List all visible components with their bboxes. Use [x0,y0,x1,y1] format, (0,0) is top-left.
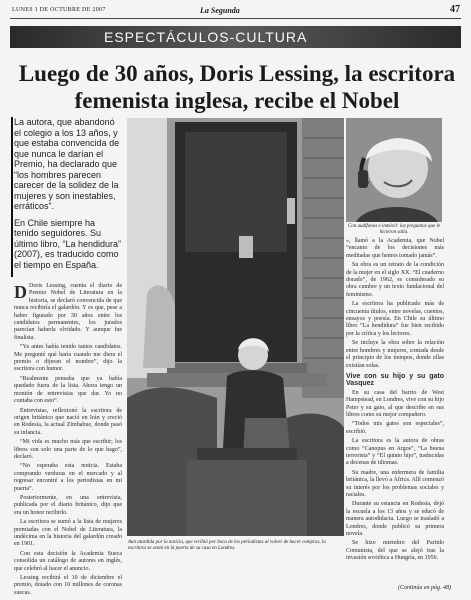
page-header [12,4,460,16]
body-paragraph: “No esperaba esta noticia. Estaba comprando verduras en el mercado y al regresar encontré a los periodistas en mi puerta”. [14,463,122,492]
headline-line-1: Luego de 30 años, Doris Lessing, la escritora [18,61,456,86]
body-paragraph: Durante su estancia en Rodesia, dejó la escuela a los 13 años y se educó de manera autodidacta. Luego se trasladó a Londres, donde publicó su primera novela. [346,501,444,538]
body-paragraph: En su casa del barrio de West Hampstead, en Londres, vive con su hijo Peter y su gato, al que describe en sus libros como su mejor compañero. [346,389,444,418]
deck [14,117,122,276]
main-photo [127,118,344,536]
continued-note: (Continúa en pág. 48) [398,585,451,591]
newspaper-name: La Segunda [200,6,240,15]
body-paragraph: Doris Lessing, cuenta el diario de Premio Nobel de Literatura en la historia, se declaró convencida de que nunca recibiría el galardón. Y es que, pese a haber figurado por 30 años entre los candidatos permanentes, los jurados parecían haberla olvidado. Y aunque fue finalista. [14,283,122,341]
portrait-caption: Con audífonos e inmóvil: las preguntas que le hicieron salía. [347,224,441,235]
headline-line-2: femenista inglesa, recibe el Nobel [74,88,400,113]
main-photo-caption: Aun aturdida por la noticia, que recibió por boca de los periodistas al volver de hacer compras, la escritora se sentó en la puerta de su casa en Londres. [128,540,326,551]
body-paragraph: Se incluye la obra sobre la relación entre hombres y mujeres, contada desde el principio de los tiempos, donde ellas existían solas. [346,340,444,369]
body-paragraph: La escritora se sumó a la lista de mujeres premiadas con el Nobel de Literatura, la undécima en la historia del galardón creado en 1901. [14,519,122,548]
body-paragraph: La escritora es la autora de obras como “Canopus en Argos”, “La buena terrorista” y “El quinto hijo”, traducidas a decenas de idiomas. [346,438,444,467]
body-paragraph: Su obra es un retrato de la condición de la mujer en el siglo XX. “El cuaderno dorado”, de 1962, es considerado su obra cumbre y un texto fundacional del feminismo. [346,262,444,298]
subheading: Vive con su hijo y su gato Vasquez [346,372,444,388]
body-paragraph: “Ya antes había tenido tantos candidatos. Me pregunté qué haría cuando me diera el premio o dijeran el nombre”, dijo la escritora con humor. [14,344,122,373]
body-paragraph: “Realmente pensaba que ya había quedado fuera de la lista. Ahora tengo un montón de entrevistas que dar. Yo no contaba con esto”. [14,375,122,405]
body-paragraph: Con esta decisión la Academia Sueca consolida un catálogo de autores en inglés, que celebró al hacer el anuncio. [14,550,122,572]
body-paragraph: La escritora ha publicado más de cincuenta títulos, entre novelas, cuentos, ensayos y poesía. En Chile su último libro “La hendidura” fue bien recibido por la crítica y los lectores. [346,301,444,337]
header-rule [10,18,461,19]
deck-paragraph-1: La autora, que abandonó el colegio a los 13 años, y que estaba convencida de que nunca le darían el Premio, ha declarado que “los hombres parecen carecer de la solidez de la mujeres y son inestables, erráticos”. [14,117,120,211]
portrait-photo [346,118,442,222]
section-banner: ESPECTÁCULOS-CULTURA [10,26,461,48]
drop-cap: D [14,282,27,302]
deck-bar [11,117,13,277]
deck-paragraph-2: En Chile siempre ha tenido seguidores. Su último libro, “La hendidura” (2007), es traducido como el tiempo en España. [14,217,122,270]
body-paragraph: Posteriormente, en una entrevista, publicada por el diario británico, dijo que era un honor recibirlo. [14,494,122,516]
body-paragraph: “Todos mis gatos son especiales”, escribió. [346,421,444,435]
author-portrait-image [346,118,442,222]
body-paragraph: », llamó a la Academia, que Nobel “encanto de los decisiones más meditadas que hemos tomado jamás”. [346,238,444,259]
body-paragraph: Lessing recibirá el 10 de diciembre el premio, dotado con 10 millones de coronas suecas. [14,575,122,596]
page-number: 47 [450,4,460,15]
body-column-1 [14,282,122,596]
body-paragraph: Entrevistas, reflexionó la escritora de origen británico que nació en Irán y creció en Rodesia, la actual Zimbabue, donde pasó su infancia. [14,407,122,436]
body-paragraph: Su madre, una enfermera de familia británica, la llevó a África. Allí comenzó su interés por los problemas sociales y raciales. [346,469,444,498]
body-column-3 [346,238,444,565]
author-at-door-image [127,118,344,536]
body-paragraph: Se hizo miembro del Partido Comunista, del que se alejó tras la invasión soviética a Hungría, en 1956. [346,540,444,562]
issue-date: LUNES 1 DE OCTUBRE DE 2007 [12,7,106,13]
headline [12,60,462,114]
body-paragraph: “Mi vida es mucho más que escribir; los libros son solo una parte de lo que hago”, declaró. [14,439,122,460]
